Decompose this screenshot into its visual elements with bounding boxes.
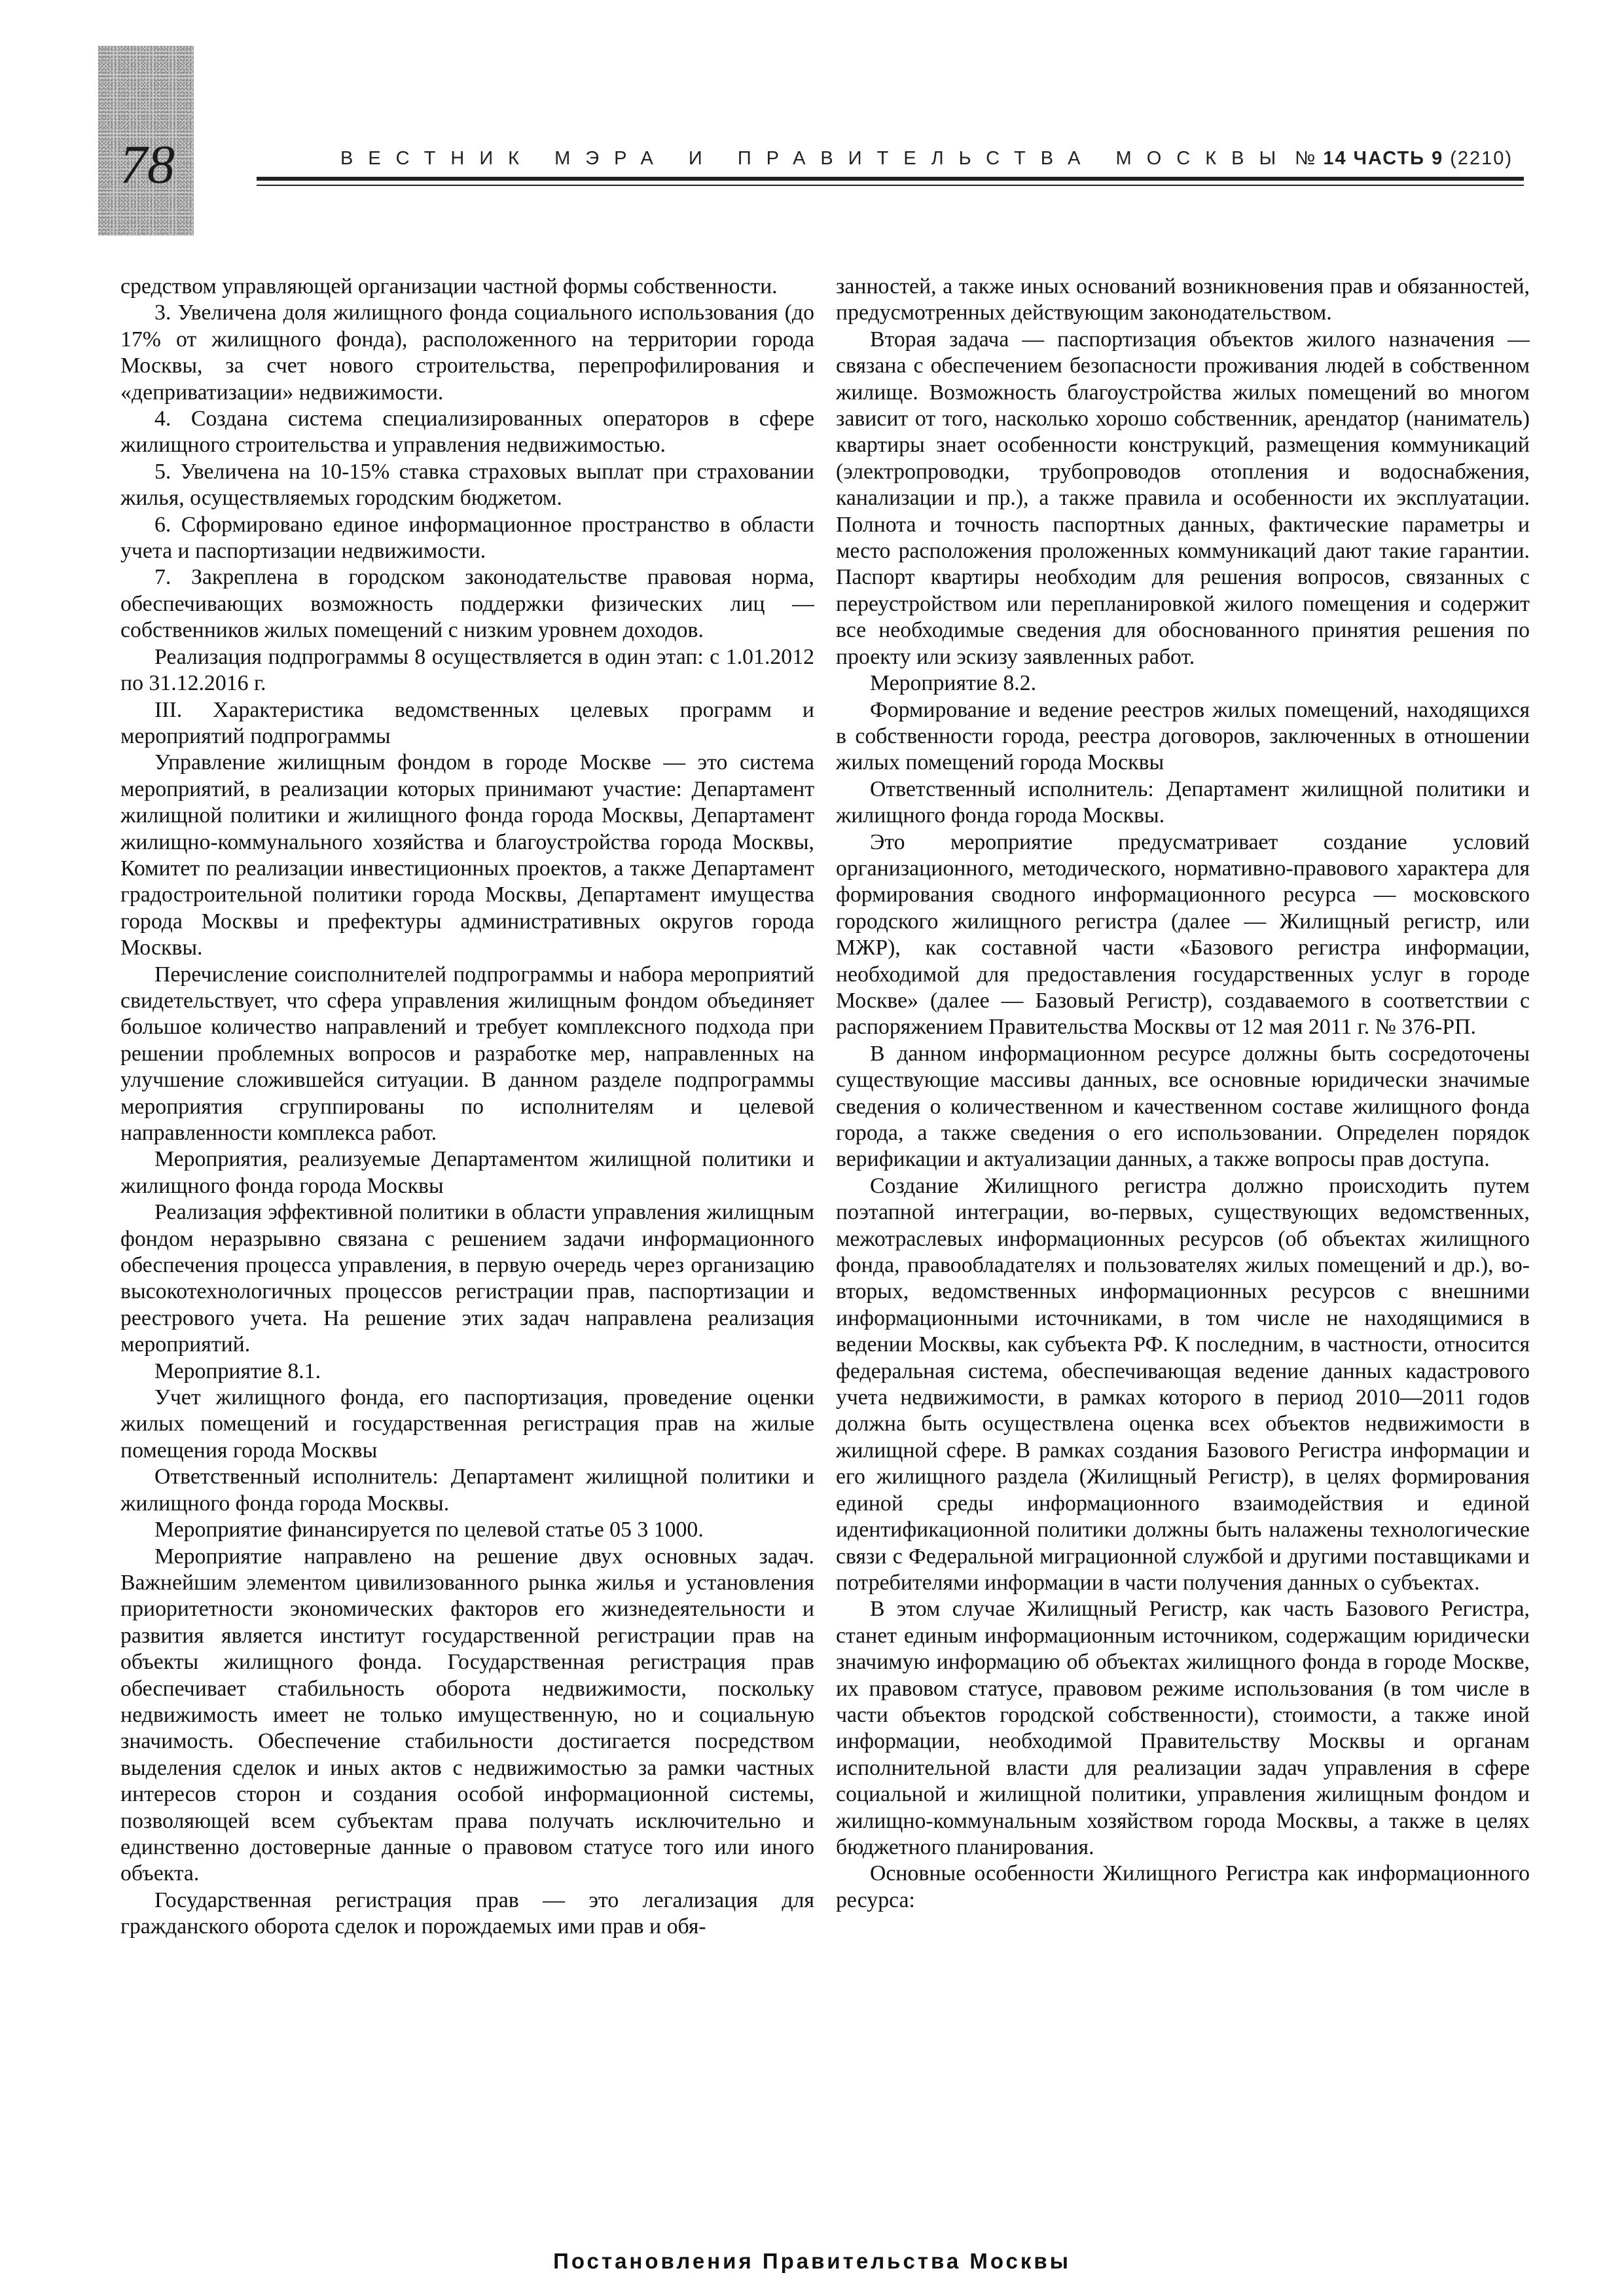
page-number: 78 — [120, 134, 175, 195]
paragraph: 4. Создана система специализированных операторов в сфере жилищного строительства и управления недвижимостью. — [120, 407, 814, 458]
issue-info — [1295, 148, 1513, 169]
paragraph: Это мероприятие предусматривает создание условий организационного, методического, нормативно-правового характера для формирования сводного информационного ресурса — московского городского жилищного регистра (далее — Жилищный регистр, или МЖР), как составной части «Базового регистра информации, необходимой для предоставления государственных услуг в городе Москве» (далее — Базовый Регистр), создаваемого в соответствии с распоряжением Правительства Москвы от 12 мая 2011 г. № 376-РП. — [836, 829, 1530, 1040]
paragraph: Реализация эффективной политики в области управления жилищным фондом неразрывно связана с решением задачи информационного обеспечения процесса управления, в первую очередь через организацию высокотехнологичных процессов регистрации прав, паспортизации и реестрового учета. На решение этих задач направлена реализация мероприятий. — [120, 1200, 814, 1357]
paragraph: 5. Увеличена на 10-15% ставка страховых выплат при страховании жилья, осуществляемых городским бюджетом. — [120, 459, 814, 511]
header-rule — [257, 177, 1524, 181]
issue-prefix: № — [1295, 148, 1317, 169]
measure-title: Формирование и ведение реестров жилых помещений, находящихся в собственности города, реестра договоров, заключенных в отношении жилых помещений города Москвы — [836, 697, 1530, 775]
paragraph: 3. Увеличена доля жилищного фонда социального использования (до 17% от жилищного фонда), расположенного на территории города Москвы, за счет нового строительства, перепрофилирования и «деприватизации» недвижимости. — [120, 301, 814, 405]
measure-title: Учет жилищного фонда, его паспортизация, проведение оценки жилых помещений и государственная регистрация прав на жилые помещения города Москвы — [120, 1385, 814, 1463]
measure-heading: Мероприятие 8.2. — [870, 671, 1037, 696]
right-column — [836, 274, 1530, 2212]
issue-part: ЧАСТЬ 9 — [1353, 148, 1444, 169]
paragraph: 6. Сформировано единое информационное пространство в области учета и паспортизации недвижимости. — [120, 512, 814, 564]
paragraph: Управление жилищным фондом в городе Москве — это система мероприятий, в реализации которых принимают участие: Департамент жилищной политики и жилищного фонда города Москвы, Департамент жилищно-коммунального хозяйства и благоустройства города Москвы, Комитет по реализации инвестиционных проектов, а также Департамент градостроительной политики города Москвы, Департамент имущества города Москвы и префектуры административных округов города Москвы. — [120, 750, 814, 960]
paragraph: Ответственный исполнитель: Департамент жилищной политики и жилищного фонда города Москвы. — [120, 1465, 814, 1516]
measure-heading: Мероприятие 8.1. — [154, 1358, 321, 1383]
paragraph: Мероприятие направлено на решение двух основных задач. Важнейшим элементом цивилизованного рынка жилья и установления приоритетности экономических факторов его жизнедеятельности и развития является институт государственной регистрации прав на объекты жилищного фонда. Государственная регистрация прав обеспечивает стабильность оборота недвижимости, поскольку недвижимость имеет не только имущественную, но и социальную значимость. Обеспечение стабильности достигается посредством выделения сделок и иных актов с недвижимостью за рамки частных интересов сторон и создания особой информационной системы, позволяющей всем субъектам права получать исключительно и единственно достоверные данные о правовом статусе того или иного объекта. — [120, 1544, 814, 1886]
journal-title: ВЕСТНИК МЭРА И ПРАВИТЕЛЬСТВА МОСКВЫ — [340, 148, 1291, 169]
paragraph: Мероприятие финансируется по целевой статье 05 3 1000. — [154, 1518, 704, 1542]
subsection-heading: Мероприятия, реализуемые Департаментом жилищной политики и жилищного фонда города Москвы — [120, 1147, 814, 1198]
issue-serial: (2210) — [1450, 148, 1513, 169]
section-heading: III. Характеристика ведомственных целевых программ и мероприятий подпрограммы — [120, 697, 814, 748]
paragraph: Государственная регистрация прав — это легализация для гражданского оборота сделок и порождаемых ими прав и обя- — [120, 1887, 814, 1939]
running-footer: Постановления Правительства Москвы — [553, 2249, 1071, 2273]
paragraph: 7. Закреплена в городском законодательстве правовая норма, обеспечивающих возможность поддержки физических лиц — собственников жилых помещений с низким уровнем доходов. — [120, 565, 814, 643]
paragraph: Основные особенности Жилищного Регистра как информационного ресурса: — [836, 1861, 1530, 1912]
running-header — [340, 145, 1519, 172]
paragraph: Вторая задача — паспортизация объектов жилого назначения — связана с обеспечением безопасности проживания людей в собственном жилище. Возможность благоустройства жилых помещений во многом зависит от того, насколько хорошо собственник, арендатор (наниматель) квартиры знает особенности конструкций, размещения коммуникаций (электропроводки, трубопроводов отопления и водоснабжения, канализации и пр.), а также правила и особенности их эксплуатации. Полнота и точность паспортных данных, фактические параметры и место расположения проложенных коммуникаций дают такие гарантии. Паспорт квартиры необходим для решения вопросов, связанных с переустройством или перепланировкой жилого помещения и содержит все необходимые сведения для обоснованного принятия решения по проекту или эскизу заявленных работ. — [836, 327, 1530, 669]
left-column — [120, 274, 814, 2212]
paragraph: Реализация подпрограммы 8 осуществляется в один этап: с 1.01.2012 по 31.12.2016 г. — [120, 644, 814, 696]
header-rule-thin — [257, 185, 1524, 186]
paragraph: В этом случае Жилищный Регистр, как часть Базового Регистра, станет единым информационным источником, содержащим юридически значимую информацию об объектах жилищного фонда в городе Москве, их правовом статусе, правовом режиме использования (в том числе в части объектов городской собственности), стоимости, а также иной информации, необходимой Правительству Москвы и органам исполнительной власти для реализации задач управления в сфере социальной и жилищной политики, управления жилищным фондом и жилищно-коммунальным хозяйством города Москвы, а также в целях бюджетного планирования. — [836, 1597, 1530, 1859]
issue-number: 14 — [1323, 148, 1347, 169]
paragraph: Ответственный исполнитель: Департамент жилищной политики и жилищного фонда города Москвы. — [836, 776, 1530, 828]
paragraph: средством управляющей организации частной формы собственности. — [120, 274, 778, 299]
paragraph: Создание Жилищного регистра должно происходить путем поэтапной интеграции, во-первых, существующих ведомственных, межотраслевых информационных ресурсов (об объектах жилищного фонда, правообладателях и пользователях жилых помещений и др.), во-вторых, ведомственных информационных ресурсов с внешними информационными источниками, в том числе не находящимися в ведении Москвы, как субъекта РФ. К последним, в частности, относится федеральная система, обеспечивающая ведение данных кадастрового учета недвижимости, в рамках которого в период 2010—2011 годов должна быть осуществлена оценка всех объектов недвижимости в жилищной сфере. В рамках создания Базового Регистра информации и его жилищного раздела (Жилищный Регистр), в целях формирования единой среды информационного взаимодействия и единой идентификационной политики должны быть налажены технологические связи с Федеральной миграционной службой и другими поставщиками и потребителями информации в части получения данных о субъектах. — [836, 1173, 1530, 1595]
paragraph: В данном информационном ресурсе должны быть сосредоточены существующие массивы данных, все основные юридически значимые сведения о количественном и качественном составе жилищного фонда города, а также сведения о его использовании. Определен порядок верификации и актуализации данных, а также вопросы прав доступа. — [836, 1041, 1530, 1172]
paragraph: занностей, а также иных оснований возникновения прав и обязанностей, предусмотренных действующим законодательством. — [836, 274, 1530, 325]
paragraph: Перечисление соисполнителей подпрограммы и набора мероприятий свидетельствует, что сфера управления жилищным фондом объединяет большое количество направлений и требует комплексного подхода при решении проблемных вопросов и разработке мер, направленных на улучшение сложившейся ситуации. В данном разделе подпрограммы мероприятия сгруппированы по исполнителям и целевой направленности комплекса работ. — [120, 962, 814, 1145]
